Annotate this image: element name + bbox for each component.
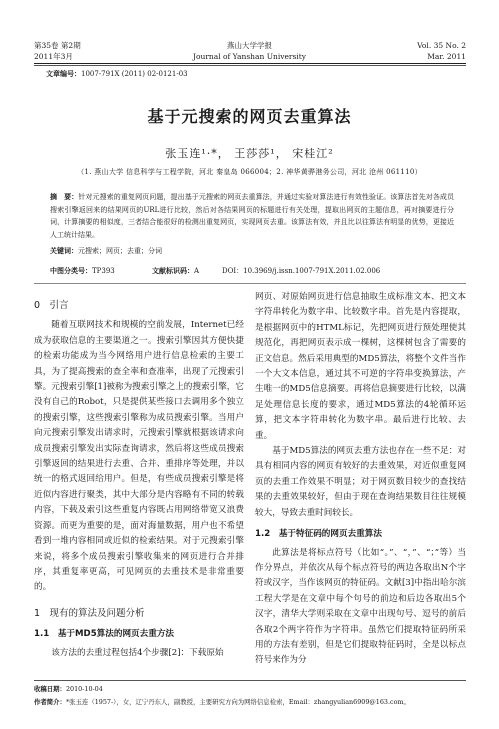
md5-limitations-paragraph: 基于MD5算法的网页去重方法也存在一些不足：对具有相同内容的网页有较好的去重效果，对近似重复网页的去重工作效果不明显；对于网页数目较少的查找结果的去重效果较好，但由于现在查询结果数目往往规模较大，导致去重时间较长。: [255, 446, 466, 518]
header-volume: 第35卷 第2期: [34, 41, 81, 50]
paper-title: 基于元搜索的网页去重算法: [147, 107, 352, 126]
subsection-heading-md5: 1.1 基于MD5算法的网页去重方法: [34, 629, 175, 640]
header-journal-cn: 燕山大学学报: [227, 41, 272, 50]
md5-paragraph-start: 该方法的去重过程包括4个步骤[2]：下载原始: [51, 647, 224, 658]
feature-code-paragraph: 此算法是将标点符号（比如“。”、“，”、“；”等）当作分界点，并依次从每个标点符号的两边各取出N个字符或汉字，当作该网页的特征码。文献[3]中指出哈尔滨工程大学是在文章中每个句号的前边和后边各取出5个汉字，清华大学则采取在文章中出现句号、逗号的前后各取2个两字符作为字符串。虽然它们提取特征码所采用的方法有差别，但是它们提取特征码时，全是以标点符号来作为分: [255, 547, 466, 666]
abstract: [50, 191, 454, 241]
author-bio-label: 作者简介：: [34, 698, 66, 706]
abstract-rule: [34, 283, 466, 284]
paper-affiliation: （1. 燕山大学 信息科学与工程学院，河北 秦皇岛 066004；2. 神华黄骅港务公司，河北 沧州 061110）: [77, 168, 422, 176]
footnote-rule: [34, 680, 466, 681]
doi: DOI：10.3969/j.issn.1007-791X.2011.02.006: [222, 267, 381, 275]
abstract-label: 摘 要：: [50, 193, 79, 201]
header-volume-en: Vol. 35 No. 2: [417, 41, 466, 50]
received-value: 2010-10-04: [65, 685, 103, 693]
subsection-heading-feature-code: 1.2 基于特征码的网页去重算法: [255, 529, 382, 540]
header-rule-thin: [34, 65, 466, 66]
article-number-value: 1007-791X (2011) 02-0121-03: [81, 70, 188, 78]
clc-value: TP393: [92, 267, 115, 275]
section-heading-existing-algorithms: 1 现有的算法及问题分析: [34, 607, 145, 619]
keywords-text: 元搜索；网页；去重；分词: [78, 247, 162, 255]
section-heading-introduction: 0 引言: [34, 300, 69, 311]
article-number: [46, 69, 188, 79]
left-column: [34, 290, 244, 661]
received-label: 收稿日期：: [34, 685, 66, 693]
paper-authors: 张玉连¹·*， 王莎莎¹， 宋桂江²: [165, 147, 334, 160]
classification-line: [50, 266, 380, 276]
header-date: 2011年3月: [34, 52, 73, 61]
abstract-text: 针对元搜索的重复网页问题，提出基于元搜索的网页去重算法，并通过实验对算法进行有效性验证。该算法首先对各成员搜索引擎返回来的结果网页的URL进行比较，然后对各结果网页的标题进行有关处理，提取出网页的主题信息，再对摘要进行分词，计算摘要的相似度，三者结合能很好的检测出重复网页，实现网页去重。该算法有效，并且比以往算法有明显的优势，更接近人工统计结果。: [50, 193, 455, 239]
received-date: [34, 684, 103, 693]
doc-code-label: 文献标识码：: [152, 267, 194, 275]
header-date-en: Mar. 2011: [427, 52, 466, 61]
clc-label: 中图分类号：: [50, 267, 92, 275]
header-journal-en: Journal of Yanshan University: [192, 52, 307, 61]
doc-code-value: A: [194, 267, 200, 275]
keywords-label: 关键词：: [50, 247, 78, 255]
article-number-label: 文章编号：: [46, 70, 81, 78]
right-column: [255, 290, 466, 669]
author-bio-text: *张玉连（1957-），女，辽宁丹东人，副教授，主要研究方向为网络信息检索，Email：zhangyulian6909@163.com。: [65, 698, 410, 706]
header-rule: [34, 63, 466, 64]
author-bio: [34, 697, 410, 706]
md5-paragraph-continued: 网页、对原始网页进行信息抽取生成标准文本、把文本字符串转化为数字串、比较数字串。首先是内容提取，是根据网页中的HTML标记，先把网页进行预处理使其规范化，再把网页表示成一棵树，这棵树包含了需要的正文信息。然后采用典型的MD5算法，将整个文件当作一个大文本信息，通过其不可逆的字符串变换算法，产生唯一的MD5信息摘要。再将信息摘要进行比较，以满足处理信息长度的要求，通过MD5算法的4轮循环运算，把文本字符串转化为数字串。最后进行比较、去重。: [255, 292, 466, 441]
intro-paragraph: 随着互联网技术和规模的空前发展，Internet已经成为获取信息的主要渠道之一。搜索引擎因其方便快捷的检索功能成为当今网络用户进行信息检索的主要工具，为了提高搜索的查全率和查准率，出现了元搜索引擎。元搜索引擎[1]被称为搜索引擎之上的搜索引擎，它没有自己的Robot，只是提供某些接口去调用多个独立的搜索引擎，这些搜索引擎称为成员搜索引擎。当用户向元搜索引擎发出请求时，元搜索引擎就根据该请求向成员搜索引擎发出实际查询请求，然后将这些成员搜索引擎返回的结果进行去重、合并、重排序等处理，并以统一的格式返回给用户。但是，有些成员搜索引擎是将近似内容进行聚类，其中大部分是内容略有不同的转载内容，下载及索引这些重复内容既占用网络带宽又浪费资源。而更为重要的是，面对海量数据，用户也不希望看到一堆内容相同或近似的检索结果。对于元搜索引擎来说，将多个成员搜索引擎收集来的网页进行合并排序，其重复率更高，可见网页的去重技术是非常重要的。: [34, 320, 244, 593]
keywords: [50, 246, 454, 256]
